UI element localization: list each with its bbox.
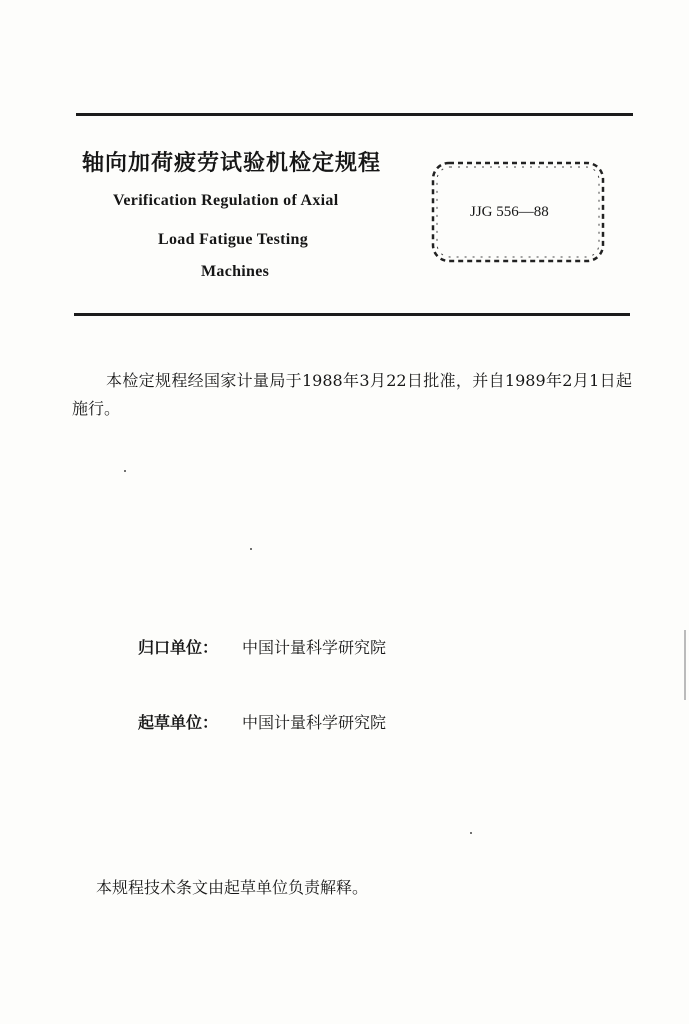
bottom-rule xyxy=(74,313,630,316)
title-english-line-3: Machines xyxy=(201,263,270,280)
drafting-unit-value: 中国计量科学研究院 xyxy=(242,713,387,732)
responsible-unit-value: 中国计量科学研究院 xyxy=(242,638,387,657)
scan-speck xyxy=(470,832,472,834)
interpretation-note: 本规程技术条文由起草单位负责解释。 xyxy=(96,878,369,897)
title-english-line-1: Verification Regulation of Axial xyxy=(113,192,339,209)
scan-speck xyxy=(250,548,252,550)
approval-paragraph: 本检定规程经国家计量局于1988年3月22日批准，并自1989年2月1日起施行。 xyxy=(72,371,632,418)
top-rule xyxy=(76,113,633,116)
drafting-unit-row xyxy=(138,710,386,733)
responsible-unit-label: 归口单位： xyxy=(138,638,219,657)
title-chinese: 轴向加荷疲劳试验机检定规程 xyxy=(82,150,382,176)
scan-edge-mark xyxy=(684,630,686,700)
title-english-line-2: Load Fatigue Testing xyxy=(158,231,309,248)
regulation-code: JJG 556—88 xyxy=(470,204,549,220)
responsible-unit-row xyxy=(138,635,386,658)
scan-speck xyxy=(124,470,126,472)
drafting-unit-label: 起草单位： xyxy=(138,713,219,732)
code-frame xyxy=(428,158,608,266)
